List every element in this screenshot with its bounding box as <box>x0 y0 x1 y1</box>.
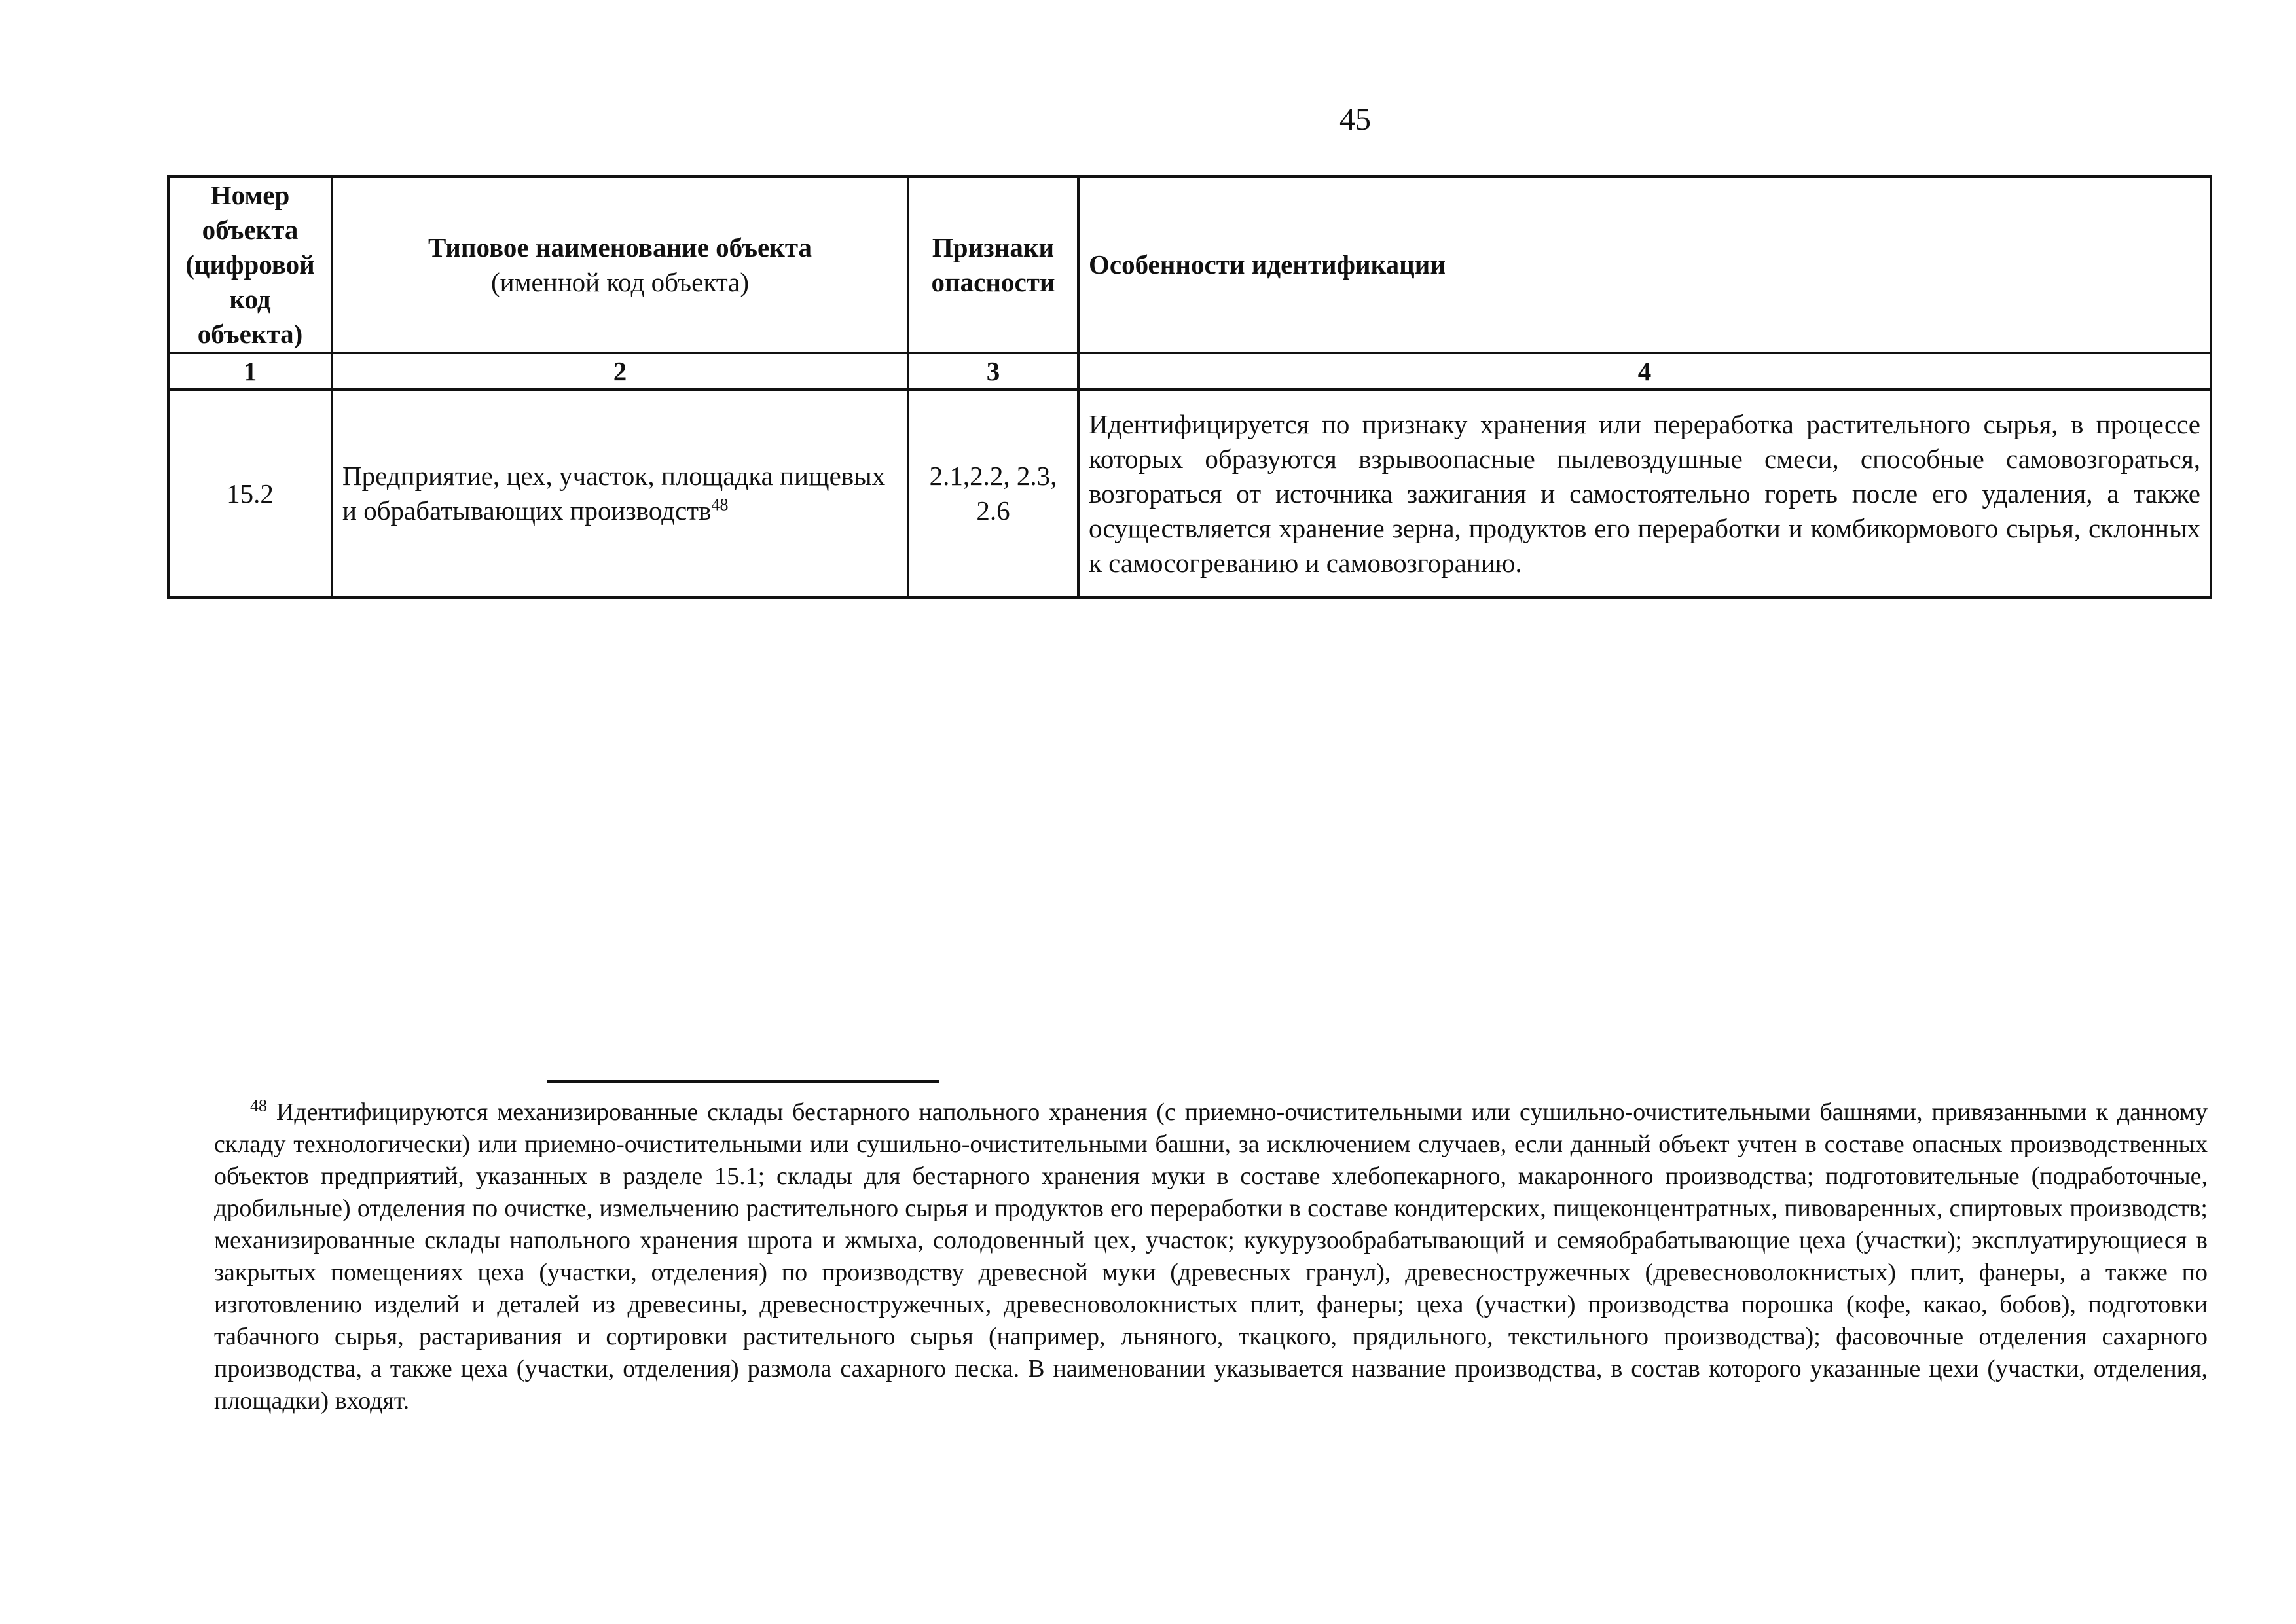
column-number: 1 <box>168 353 332 389</box>
footnote-text: Идентифицируются механизированные склады бестарного напольного хранения (с приемно-очистительными или сушильно-очистительными башнями, привязанными к данному складу технологически) или приемно-очистительными или сушильно-очистительными башни, за исключением случаев, если данный объект учтен в составе опасных производственных объектов предприятий, указанных в разделе 15.1; склады для бестарного хранения муки в составе хлебопекарного, макаронного производства; подготовительные (подработочные, дробильные) отделения по очистке, измельчению растительного сырья и продуктов его переработки в составе кондитерских, пищеконцентратных, пивоваренных, спиртовых производств; механизированные склады напольного хранения шрота и жмыха, солодовенный цех, участок; кукурузообрабатывающий и семяобрабатывающие цеха (участки); эксплуатирующиеся в закрытых помещениях цеха (участки, отделения) по производству древесной муки (древесных гранул), древесностружечных (древесноволокнистых) плит, фанеры, а также по изготовлению изделий и деталей из древесины, древесностружечных, древесноволокнистых плит, фанеры; цеха (участки) производства порошка (кофе, какао, бобов), подготовки табачного сырья, растаривания и сортировки растительного сырья (например, льняного, ткацкого, прядильного, текстильного производства); фасовочные отделения сахарного производства, а также цеха (участки, отделения) размола сахарного песка. В наименовании указывается название производства, в состав которого указанные цехи (участки, отделения, площадки) входят. <box>214 1098 2208 1415</box>
footnote-marker: 48 <box>250 1096 267 1115</box>
footnote <box>214 1096 2208 1417</box>
footnote-ref: 48 <box>711 495 729 514</box>
object-table <box>167 175 2212 599</box>
column-number: 3 <box>908 353 1078 389</box>
hazard-signs-cell: 2.1,2.2, 2.3, 2.6 <box>908 389 1078 598</box>
column-number: 2 <box>332 353 908 389</box>
header-object-number: Номер объекта (цифровой код объекта) <box>168 177 332 353</box>
footnote-divider <box>547 1080 939 1083</box>
header-hazard-signs: Признаки опасности <box>908 177 1078 353</box>
object-name-cell <box>332 389 908 598</box>
header-object-name <box>332 177 908 353</box>
table-header-row <box>168 177 2211 353</box>
page-number: 45 <box>1339 102 1371 137</box>
header-object-name-sub: (именной код объекта) <box>491 266 749 297</box>
column-number: 4 <box>1078 353 2211 389</box>
header-object-name-main: Типовое наименование объекта <box>428 232 812 262</box>
object-number-cell: 15.2 <box>168 389 332 598</box>
column-number-row <box>168 353 2211 389</box>
object-name-text: Предприятие, цех, участок, площадка пищевых и обрабатывающих производств <box>342 461 886 526</box>
table-row <box>168 389 2211 598</box>
header-identification: Особенности идентификации <box>1078 177 2211 353</box>
identification-cell: Идентифицируется по признаку хранения или переработка растительного сырья, в процессе которых образуются взрывоопасные пылевоздушные смеси, способные самовозгораться, возгораться от источника зажигания и самостоятельно гореть после его удаления, а также осуществляется хранение зерна, продуктов его переработки и комбикормового сырья, склонных к самосогреванию и самовозгоранию. <box>1078 389 2211 598</box>
